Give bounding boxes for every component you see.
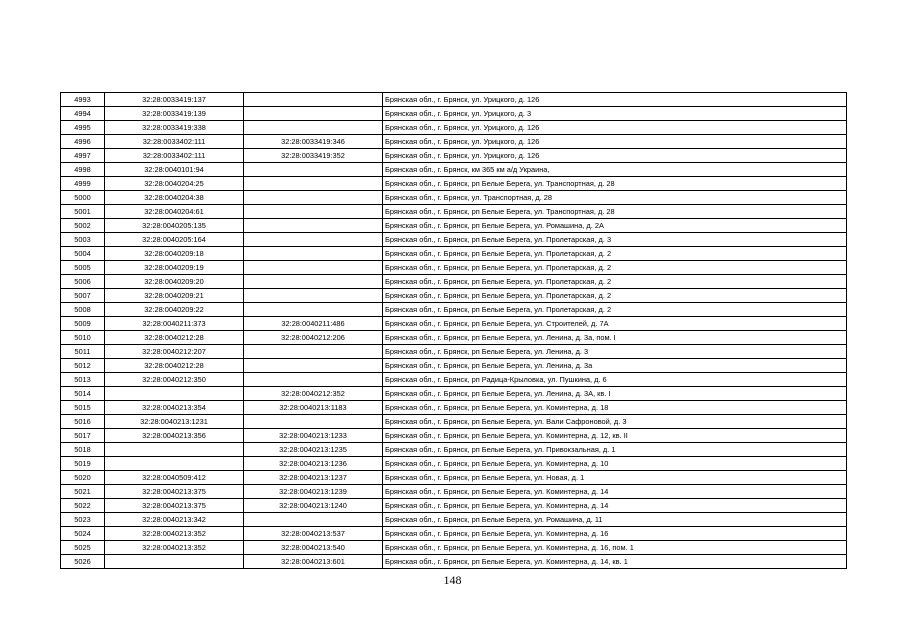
cell-address: Брянская обл., г. Брянск, рп Белые Берега, ул. Коминтерна, д. 10: [383, 457, 847, 471]
cell-address: Брянская обл., г. Брянск, рп Белые Берега, ул. Пролетарская, д. 2: [383, 303, 847, 317]
cell-address: Брянская обл., г. Брянск, рп Белые Берега, ул. Транспортная, д. 28: [383, 205, 847, 219]
cell-number: 4993: [61, 93, 105, 107]
cell-cadastral-number: 32:28:0040213:352: [105, 527, 244, 541]
table-row: [61, 345, 847, 359]
cell-number: 5012: [61, 359, 105, 373]
table-row: [61, 205, 847, 219]
cell-number: 5007: [61, 289, 105, 303]
cell-cadastral-number-secondary: 32:28:0040213:1233: [244, 429, 383, 443]
cell-cadastral-number-secondary: [244, 177, 383, 191]
cell-address: Брянская обл., г. Брянск, ул. Урицкого, д. 126: [383, 149, 847, 163]
cell-number: 4997: [61, 149, 105, 163]
cell-cadastral-number: 32:28:0040212:207: [105, 345, 244, 359]
cell-cadastral-number-secondary: 32:28:0040213:1183: [244, 401, 383, 415]
cell-cadastral-number-secondary: 32:28:0033419:346: [244, 135, 383, 149]
table-row: [61, 471, 847, 485]
cell-cadastral-number-secondary: [244, 163, 383, 177]
cell-number: 5004: [61, 247, 105, 261]
cell-address: Брянская обл., г. Брянск, рп Белые Берега, ул. Транспортная, д. 28: [383, 177, 847, 191]
table-row: [61, 121, 847, 135]
cell-cadastral-number: 32:28:0033419:137: [105, 93, 244, 107]
cell-address: Брянская обл., г. Брянск, рп Белые Берега, ул. Пролетарская, д. 2: [383, 261, 847, 275]
cell-cadastral-number: 32:28:0040209:19: [105, 261, 244, 275]
table-row: [61, 191, 847, 205]
table-row: [61, 149, 847, 163]
cell-number: 5008: [61, 303, 105, 317]
table-row: [61, 107, 847, 121]
cell-cadastral-number: 32:28:0040205:135: [105, 219, 244, 233]
cell-cadastral-number-secondary: [244, 205, 383, 219]
cell-address: Брянская обл., г. Брянск, рп Белые Берега, ул. Ленина, д. 3а: [383, 359, 847, 373]
cell-cadastral-number: 32:28:0040209:20: [105, 275, 244, 289]
cell-address: Брянская обл., г. Брянск, рп Белые Берега, ул. Привокзальная, д. 1: [383, 443, 847, 457]
cell-cadastral-number: [105, 457, 244, 471]
table-row: [61, 93, 847, 107]
cell-cadastral-number-secondary: [244, 107, 383, 121]
cell-address: Брянская обл., г. Брянск, рп Белые Берега, ул. Ромашина, д. 2А: [383, 219, 847, 233]
cell-number: 5022: [61, 499, 105, 513]
cell-number: 5023: [61, 513, 105, 527]
cell-cadastral-number: 32:28:0033402:111: [105, 135, 244, 149]
table-row: [61, 373, 847, 387]
cell-cadastral-number-secondary: 32:28:0040212:352: [244, 387, 383, 401]
cell-number: 4996: [61, 135, 105, 149]
table-row: [61, 233, 847, 247]
cell-cadastral-number-secondary: [244, 373, 383, 387]
cell-address: Брянская обл., г. Брянск, ул. Урицкого, д. 126: [383, 121, 847, 135]
cell-address: Брянская обл., г. Брянск, рп Белые Берега, ул. Ленина, д. 3А, кв. I: [383, 387, 847, 401]
cell-cadastral-number-secondary: [244, 303, 383, 317]
cell-number: 5014: [61, 387, 105, 401]
cell-cadastral-number-secondary: 32:28:0040211:486: [244, 317, 383, 331]
cell-address: Брянская обл., г. Брянск, рп Белые Берега, ул. Ленина, д. 3: [383, 345, 847, 359]
table-row: [61, 401, 847, 415]
cell-cadastral-number: 32:28:0040213:375: [105, 499, 244, 513]
table-row: [61, 387, 847, 401]
cell-address: Брянская обл., г. Брянск, рп Белые Берега, ул. Пролетарская, д. 2: [383, 275, 847, 289]
cell-cadastral-number: 32:28:0040213:1231: [105, 415, 244, 429]
cell-number: 5010: [61, 331, 105, 345]
cell-address: Брянская обл., г. Брянск, рп Белые Берега, ул. Пролетарская, д. 3: [383, 233, 847, 247]
table-row: [61, 247, 847, 261]
cell-number: 5018: [61, 443, 105, 457]
cell-number: 5003: [61, 233, 105, 247]
cell-address: Брянская обл., г. Брянск, рп Белые Берега, ул. Новая, д. 1: [383, 471, 847, 485]
cell-number: 4995: [61, 121, 105, 135]
cell-cadastral-number: 32:28:0040213:352: [105, 541, 244, 555]
cell-cadastral-number-secondary: [244, 289, 383, 303]
cell-cadastral-number: 32:28:0040209:18: [105, 247, 244, 261]
cell-number: 5021: [61, 485, 105, 499]
table-row: [61, 163, 847, 177]
cell-cadastral-number: 32:28:0040209:21: [105, 289, 244, 303]
cell-cadastral-number-secondary: 32:28:0040213:1239: [244, 485, 383, 499]
cell-address: Брянская обл., г. Брянск, ул. Транспортная, д. 28: [383, 191, 847, 205]
cell-number: 5016: [61, 415, 105, 429]
table-row: [61, 275, 847, 289]
cell-cadastral-number: 32:28:0040101:94: [105, 163, 244, 177]
cell-cadastral-number-secondary: [244, 93, 383, 107]
cell-address: Брянская обл., г. Брянск, рп Белые Берега, ул. Строителей, д. 7А: [383, 317, 847, 331]
cell-cadastral-number-secondary: [244, 233, 383, 247]
table-row: [61, 457, 847, 471]
cell-number: 5019: [61, 457, 105, 471]
cell-number: 5001: [61, 205, 105, 219]
cell-number: 5000: [61, 191, 105, 205]
cell-cadastral-number-secondary: [244, 247, 383, 261]
cell-cadastral-number: 32:28:0040509:412: [105, 471, 244, 485]
cell-cadastral-number: 32:28:0040213:375: [105, 485, 244, 499]
cell-cadastral-number-secondary: 32:28:0033419:352: [244, 149, 383, 163]
cell-number: 5017: [61, 429, 105, 443]
cell-number: 5009: [61, 317, 105, 331]
cell-address: Брянская обл., г. Брянск, рп Белые Берега, ул. Ромашина, д. 11: [383, 513, 847, 527]
cell-address: Брянская обл., г. Брянск, рп Белые Берега, ул. Пролетарская, д. 2: [383, 247, 847, 261]
cell-number: 5024: [61, 527, 105, 541]
table-row: [61, 219, 847, 233]
table-row: [61, 135, 847, 149]
cell-address: Брянская обл., г. Брянск, рп Белые Берега, ул. Пролетарская, д. 2: [383, 289, 847, 303]
table-row: [61, 513, 847, 527]
cell-cadastral-number-secondary: 32:28:0040213:1235: [244, 443, 383, 457]
cell-cadastral-number-secondary: [244, 415, 383, 429]
table-row: [61, 261, 847, 275]
cell-number: 5005: [61, 261, 105, 275]
cell-cadastral-number: 32:28:0040211:373: [105, 317, 244, 331]
cell-cadastral-number-secondary: [244, 359, 383, 373]
cell-cadastral-number-secondary: [244, 345, 383, 359]
cell-number: 5013: [61, 373, 105, 387]
cell-cadastral-number-secondary: 32:28:0040213:540: [244, 541, 383, 555]
cell-address: Брянская обл., г. Брянск, рп Радица-Крыловка, ул. Пушкина, д. 6: [383, 373, 847, 387]
cell-cadastral-number-secondary: [244, 261, 383, 275]
cell-cadastral-number: 32:28:0040205:164: [105, 233, 244, 247]
cell-cadastral-number-secondary: 32:28:0040213:1236: [244, 457, 383, 471]
cell-cadastral-number-secondary: 32:28:0040212:206: [244, 331, 383, 345]
cell-number: 5006: [61, 275, 105, 289]
cell-address: Брянская обл., г. Брянск, рп Белые Берега, ул. Коминтерна, д. 18: [383, 401, 847, 415]
registry-table-body: [61, 93, 847, 569]
cell-number: 4998: [61, 163, 105, 177]
cell-address: Брянская обл., г. Брянск, рп Белые Берега, ул. Коминтерна, д. 14: [383, 499, 847, 513]
cell-number: 5026: [61, 555, 105, 569]
cell-cadastral-number: [105, 443, 244, 457]
cell-address: Брянская обл., г. Брянск, рп Белые Берега, ул. Коминтерна, д. 12, кв. II: [383, 429, 847, 443]
cell-cadastral-number: 32:28:0033402:111: [105, 149, 244, 163]
cell-cadastral-number: 32:28:0040213:356: [105, 429, 244, 443]
cell-cadastral-number: 32:28:0040212:350: [105, 373, 244, 387]
cell-number: 5011: [61, 345, 105, 359]
table-row: [61, 527, 847, 541]
table-row: [61, 429, 847, 443]
table-row: [61, 331, 847, 345]
cell-number: 4994: [61, 107, 105, 121]
cell-cadastral-number: [105, 387, 244, 401]
cell-address: Брянская обл., г. Брянск, рп Белые Берега, ул. Ленина, д. 3а, пом. I: [383, 331, 847, 345]
cell-cadastral-number: 32:28:0040213:354: [105, 401, 244, 415]
cell-cadastral-number-secondary: [244, 219, 383, 233]
cell-number: 5015: [61, 401, 105, 415]
cell-number: 5020: [61, 471, 105, 485]
cell-cadastral-number-secondary: [244, 191, 383, 205]
table-row: [61, 177, 847, 191]
page-number: 148: [443, 573, 462, 587]
cell-cadastral-number-secondary: [244, 513, 383, 527]
registry-table: [60, 92, 847, 569]
cell-address: Брянская обл., г. Брянск, км 365 км а/д Украина,: [383, 163, 847, 177]
cell-cadastral-number-secondary: [244, 121, 383, 135]
table-row: [61, 317, 847, 331]
cell-address: Брянская обл., г. Брянск, рп Белые Берега, ул. Коминтерна, д. 16: [383, 527, 847, 541]
table-row: [61, 289, 847, 303]
cell-cadastral-number: [105, 555, 244, 569]
table-row: [61, 415, 847, 429]
cell-cadastral-number: 32:28:0040212:28: [105, 331, 244, 345]
table-row: [61, 485, 847, 499]
cell-number: 5025: [61, 541, 105, 555]
cell-cadastral-number: 32:28:0033419:139: [105, 107, 244, 121]
cell-cadastral-number-secondary: 32:28:0040213:537: [244, 527, 383, 541]
cell-address: Брянская обл., г. Брянск, ул. Урицкого, д. 126: [383, 93, 847, 107]
cell-cadastral-number: 32:28:0040204:38: [105, 191, 244, 205]
cell-number: 5002: [61, 219, 105, 233]
cell-address: Брянская обл., г. Брянск, рп Белые Берега, ул. Коминтерна, д. 14: [383, 485, 847, 499]
table-row: [61, 359, 847, 373]
cell-cadastral-number-secondary: 32:28:0040213:1240: [244, 499, 383, 513]
cell-cadastral-number: 32:28:0040204:61: [105, 205, 244, 219]
cell-cadastral-number: 32:28:0033419:338: [105, 121, 244, 135]
table-row: [61, 555, 847, 569]
cell-cadastral-number: 32:28:0040213:342: [105, 513, 244, 527]
table-row: [61, 443, 847, 457]
cell-cadastral-number-secondary: 32:28:0040213:601: [244, 555, 383, 569]
table-row: [61, 303, 847, 317]
cell-address: Брянская обл., г. Брянск, рп Белые Берега, ул. Коминтерна, д. 16, пом. 1: [383, 541, 847, 555]
cell-address: Брянская обл., г. Брянск, ул. Урицкого, д. 126: [383, 135, 847, 149]
table-row: [61, 541, 847, 555]
cell-address: Брянская обл., г. Брянск, рп Белые Берега, ул. Вали Сафроновой, д. 3: [383, 415, 847, 429]
cell-cadastral-number-secondary: 32:28:0040213:1237: [244, 471, 383, 485]
table-row: [61, 499, 847, 513]
cell-cadastral-number: 32:28:0040209:22: [105, 303, 244, 317]
cell-address: Брянская обл., г. Брянск, ул. Урицкого, д. 3: [383, 107, 847, 121]
cell-address: Брянская обл., г. Брянск, рп Белые Берега, ул. Коминтерна, д. 14, кв. 1: [383, 555, 847, 569]
cell-cadastral-number-secondary: [244, 275, 383, 289]
cell-number: 4999: [61, 177, 105, 191]
cell-cadastral-number: 32:28:0040212:28: [105, 359, 244, 373]
cell-cadastral-number: 32:28:0040204:25: [105, 177, 244, 191]
